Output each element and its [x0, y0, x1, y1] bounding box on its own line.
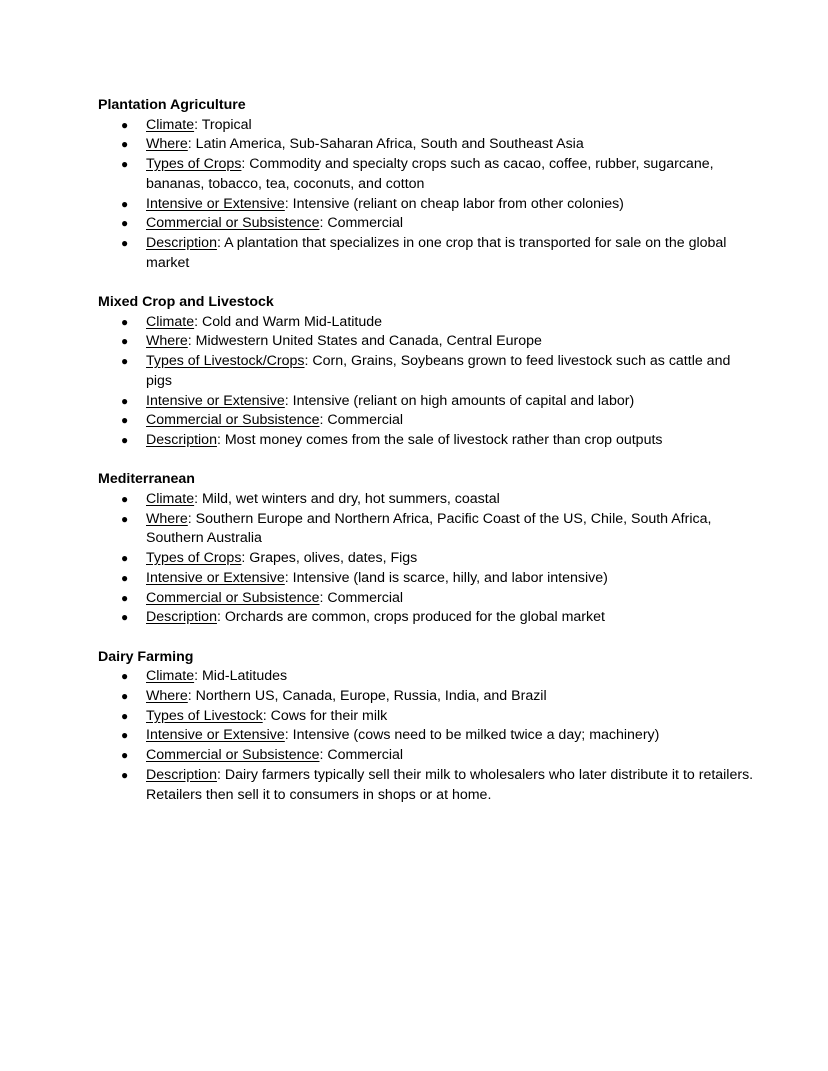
bullet-icon: ●	[121, 314, 129, 329]
bullet-list	[98, 116, 758, 274]
bullet-icon: ●	[121, 334, 129, 349]
bullet-list	[98, 313, 758, 451]
item-text: : Grapes, olives, dates, Figs	[241, 550, 418, 567]
item-label: Commercial or Subsistence	[146, 747, 320, 764]
item-label: Where	[146, 333, 188, 350]
bullet-icon: ●	[121, 393, 129, 408]
item-label: Climate	[146, 116, 195, 133]
section-heading: Mediterranean	[98, 471, 195, 488]
item-label: Intensive or Extensive	[146, 569, 285, 586]
item-label: Intensive or Extensive	[146, 392, 285, 409]
item-label: Description	[146, 431, 217, 448]
item-label: Description	[146, 766, 217, 783]
item-label: Climate	[146, 313, 195, 330]
item-text: : Commodity and specialty crops such as cacao, coffee, rubber, sugarcane, bananas, tobacco, tea, coconuts, and cotton	[146, 156, 714, 192]
bullet-list	[98, 490, 758, 628]
bullet-icon: ●	[121, 728, 129, 743]
bullet-icon: ●	[121, 157, 129, 172]
item-label: Commercial or Subsistence	[146, 215, 320, 232]
document-body	[98, 96, 758, 825]
section-mediterranean	[98, 470, 758, 628]
bullet-icon: ●	[121, 570, 129, 585]
list-item	[98, 313, 758, 333]
list-item	[98, 431, 758, 451]
list-item	[98, 569, 758, 589]
list-item	[98, 510, 758, 549]
section-heading: Dairy Farming	[98, 648, 194, 665]
item-text: : A plantation that specializes in one crop that is transported for sale on the global market	[146, 234, 727, 271]
bullet-icon: ●	[121, 432, 129, 447]
list-item	[98, 608, 758, 628]
list-item	[98, 234, 758, 273]
list-item	[98, 155, 758, 194]
item-label: Intensive or Extensive	[146, 195, 285, 212]
list-item	[98, 116, 758, 136]
list-item	[98, 726, 758, 746]
item-text: : Intensive (land is scarce, hilly, and labor intensive)	[284, 569, 608, 586]
bullet-icon: ●	[121, 590, 129, 605]
item-label: Climate	[146, 491, 195, 508]
item-text: : Commercial	[319, 747, 404, 764]
item-text: : Intensive (reliant on cheap labor from other colonies)	[284, 195, 624, 212]
item-label: Commercial or Subsistence	[146, 412, 320, 429]
item-label: Where	[146, 510, 188, 527]
item-label: Types of Crops	[146, 156, 242, 173]
item-text: : Dairy farmers typically sell their milk to wholesalers who later distribute it to retailers. Retailers then sell it to consumers in shops or at home.	[146, 766, 754, 803]
item-label: Types of Livestock/Crops	[146, 353, 305, 370]
list-item	[98, 352, 758, 391]
section-plantation-agriculture	[98, 96, 758, 273]
item-text: : Midwestern United States and Canada, Central Europe	[187, 333, 542, 350]
bullet-icon: ●	[121, 708, 129, 723]
item-text: : Commercial	[319, 215, 404, 232]
list-item	[98, 135, 758, 155]
item-text: : Intensive (cows need to be milked twice a day; machinery)	[284, 727, 660, 744]
item-text: : Intensive (reliant on high amounts of capital and labor)	[284, 392, 635, 409]
bullet-icon: ●	[121, 196, 129, 211]
item-text: : Commercial	[319, 412, 404, 429]
item-text: : Mild, wet winters and dry, hot summers, coastal	[194, 491, 500, 508]
list-item	[98, 667, 758, 687]
item-label: Types of Livestock	[146, 707, 263, 724]
item-text: : Commercial	[319, 589, 404, 606]
section-dairy-farming	[98, 648, 758, 806]
bullet-icon: ●	[121, 669, 129, 684]
bullet-list	[98, 667, 758, 805]
list-item	[98, 687, 758, 707]
item-text: : Tropical	[194, 116, 252, 133]
bullet-icon: ●	[121, 551, 129, 566]
bullet-icon: ●	[121, 216, 129, 231]
item-label: Where	[146, 136, 188, 153]
bullet-icon: ●	[121, 413, 129, 428]
item-text: : Cold and Warm Mid-Latitude	[194, 313, 383, 330]
item-label: Commercial or Subsistence	[146, 589, 320, 606]
section-heading: Mixed Crop and Livestock	[98, 294, 274, 311]
list-item	[98, 214, 758, 234]
item-label: Description	[146, 609, 217, 626]
list-item	[98, 332, 758, 352]
item-text: : Latin America, Sub-Saharan Africa, South and Southeast Asia	[187, 136, 584, 153]
list-item	[98, 392, 758, 412]
bullet-icon: ●	[121, 117, 129, 132]
item-label: Climate	[146, 668, 195, 685]
item-text: : Cows for their milk	[262, 707, 388, 724]
item-text: : Most money comes from the sale of livestock rather than crop outputs	[216, 431, 663, 448]
item-text: : Southern Europe and Northern Africa, Pacific Coast of the US, Chile, South Africa, Southern Australia	[146, 510, 712, 547]
bullet-icon: ●	[121, 137, 129, 152]
item-text: : Corn, Grains, Soybeans grown to feed livestock such as cattle and pigs	[146, 353, 731, 389]
item-text: : Orchards are common, crops produced for the global market	[216, 609, 605, 626]
list-item	[98, 411, 758, 431]
bullet-icon: ●	[121, 235, 129, 250]
item-label: Types of Crops	[146, 550, 242, 567]
item-label: Intensive or Extensive	[146, 727, 285, 744]
list-item	[98, 746, 758, 766]
item-text: : Mid-Latitudes	[194, 668, 288, 685]
list-item	[98, 766, 758, 805]
section-mixed-crop-livestock	[98, 293, 758, 451]
list-item	[98, 589, 758, 609]
bullet-icon: ●	[121, 492, 129, 507]
bullet-icon: ●	[121, 689, 129, 704]
list-item	[98, 549, 758, 569]
bullet-icon: ●	[121, 511, 129, 526]
list-item	[98, 490, 758, 510]
list-item	[98, 707, 758, 727]
item-label: Description	[146, 234, 217, 251]
item-label: Where	[146, 688, 188, 705]
bullet-icon: ●	[121, 610, 129, 625]
section-heading: Plantation Agriculture	[98, 97, 246, 113]
bullet-icon: ●	[121, 767, 129, 782]
bullet-icon: ●	[121, 354, 129, 369]
bullet-icon: ●	[121, 748, 129, 763]
item-text: : Northern US, Canada, Europe, Russia, India, and Brazil	[187, 688, 547, 705]
list-item	[98, 195, 758, 215]
